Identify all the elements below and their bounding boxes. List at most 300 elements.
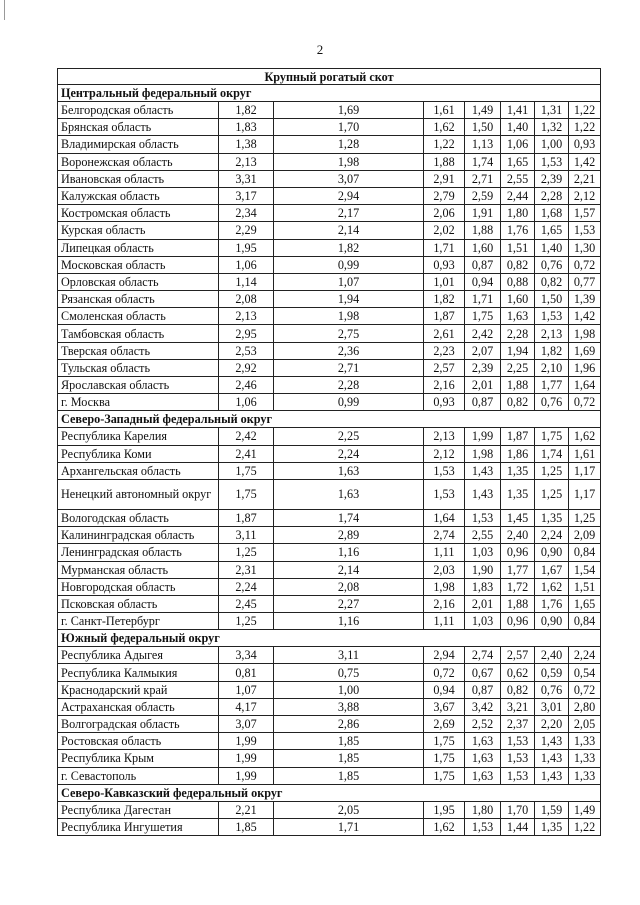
section-title: Северо-Кавказский федеральный округ xyxy=(58,784,601,801)
value-cell: 1,65 xyxy=(569,595,601,612)
table-row xyxy=(58,187,601,204)
value-cell: 2,23 xyxy=(424,342,465,359)
value-cell: 1,25 xyxy=(569,509,601,526)
value-cell: 1,61 xyxy=(424,102,465,119)
value-cell: 1,91 xyxy=(465,205,501,222)
value-cell: 1,25 xyxy=(535,479,569,509)
value-cell: 1,70 xyxy=(501,801,535,818)
value-cell: 2,08 xyxy=(219,291,274,308)
value-cell: 1,98 xyxy=(274,153,424,170)
value-cell: 1,62 xyxy=(424,818,465,835)
table-row xyxy=(58,153,601,170)
value-cell: 1,75 xyxy=(424,733,465,750)
value-cell: 1,70 xyxy=(274,119,424,136)
value-cell: 1,03 xyxy=(465,544,501,561)
value-cell: 1,35 xyxy=(501,462,535,479)
region-name-cell: Ярославская область xyxy=(58,377,219,394)
table-row xyxy=(58,509,601,526)
value-cell: 3,21 xyxy=(501,698,535,715)
region-name-cell: Республика Калмыкия xyxy=(58,664,219,681)
value-cell: 1,17 xyxy=(569,479,601,509)
value-cell: 0,87 xyxy=(465,256,501,273)
value-cell: 2,55 xyxy=(501,170,535,187)
region-name-cell: Республика Дагестан xyxy=(58,801,219,818)
value-cell: 1,63 xyxy=(501,308,535,325)
value-cell: 0,72 xyxy=(569,681,601,698)
value-cell: 1,25 xyxy=(219,544,274,561)
value-cell: 2,95 xyxy=(219,325,274,342)
value-cell: 1,41 xyxy=(501,102,535,119)
value-cell: 1,59 xyxy=(535,801,569,818)
value-cell: 1,90 xyxy=(465,561,501,578)
value-cell: 1,03 xyxy=(465,613,501,630)
region-name-cell: Астраханская область xyxy=(58,698,219,715)
value-cell: 2,14 xyxy=(274,561,424,578)
value-cell: 0,81 xyxy=(219,664,274,681)
value-cell: 0,84 xyxy=(569,544,601,561)
region-name-cell: Орловская область xyxy=(58,273,219,290)
value-cell: 1,77 xyxy=(501,561,535,578)
value-cell: 2,21 xyxy=(569,170,601,187)
region-name-cell: Республика Ингушетия xyxy=(58,818,219,835)
value-cell: 1,99 xyxy=(465,428,501,445)
region-name-cell: Тверская область xyxy=(58,342,219,359)
table-row xyxy=(58,750,601,767)
value-cell: 0,88 xyxy=(501,273,535,290)
table-row xyxy=(58,273,601,290)
value-cell: 2,20 xyxy=(535,716,569,733)
region-name-cell: Вологодская область xyxy=(58,509,219,526)
value-cell: 2,13 xyxy=(535,325,569,342)
value-cell: 3,67 xyxy=(424,698,465,715)
value-cell: 1,22 xyxy=(569,119,601,136)
value-cell: 2,79 xyxy=(424,187,465,204)
value-cell: 1,83 xyxy=(219,119,274,136)
value-cell: 2,55 xyxy=(465,527,501,544)
value-cell: 1,85 xyxy=(274,750,424,767)
value-cell: 1,53 xyxy=(465,509,501,526)
value-cell: 0,82 xyxy=(501,681,535,698)
region-name-cell: Белгородская область xyxy=(58,102,219,119)
table-row xyxy=(58,716,601,733)
value-cell: 0,76 xyxy=(535,681,569,698)
value-cell: 3,34 xyxy=(219,647,274,664)
value-cell: 2,31 xyxy=(219,561,274,578)
value-cell: 1,61 xyxy=(569,445,601,462)
value-cell: 2,75 xyxy=(274,325,424,342)
value-cell: 1,43 xyxy=(465,479,501,509)
value-cell: 1,88 xyxy=(465,222,501,239)
value-cell: 2,69 xyxy=(424,716,465,733)
section-title: Южный федеральный округ xyxy=(58,630,601,647)
table-row xyxy=(58,681,601,698)
value-cell: 1,75 xyxy=(424,750,465,767)
table-row xyxy=(58,698,601,715)
value-cell: 2,36 xyxy=(274,342,424,359)
value-cell: 1,71 xyxy=(465,291,501,308)
value-cell: 1,53 xyxy=(424,479,465,509)
value-cell: 3,11 xyxy=(219,527,274,544)
value-cell: 1,88 xyxy=(501,377,535,394)
value-cell: 2,05 xyxy=(569,716,601,733)
value-cell: 2,44 xyxy=(501,187,535,204)
region-name-cell: Костромская область xyxy=(58,205,219,222)
value-cell: 0,99 xyxy=(274,394,424,411)
value-cell: 1,67 xyxy=(535,561,569,578)
value-cell: 1,98 xyxy=(424,578,465,595)
table-row xyxy=(58,578,601,595)
table-row xyxy=(58,239,601,256)
value-cell: 1,98 xyxy=(274,308,424,325)
value-cell: 1,85 xyxy=(219,818,274,835)
value-cell: 2,24 xyxy=(274,445,424,462)
value-cell: 0,82 xyxy=(535,273,569,290)
region-name-cell: Смоленская область xyxy=(58,308,219,325)
value-cell: 2,40 xyxy=(535,647,569,664)
value-cell: 2,94 xyxy=(274,187,424,204)
table-row xyxy=(58,325,601,342)
value-cell: 1,69 xyxy=(274,102,424,119)
value-cell: 2,24 xyxy=(219,578,274,595)
value-cell: 2,03 xyxy=(424,561,465,578)
region-name-cell: г. Санкт-Петербург xyxy=(58,613,219,630)
value-cell: 2,12 xyxy=(424,445,465,462)
value-cell: 1,60 xyxy=(501,291,535,308)
region-name-cell: Курская область xyxy=(58,222,219,239)
region-name-cell: Республика Крым xyxy=(58,750,219,767)
value-cell: 2,01 xyxy=(465,595,501,612)
region-name-cell: Новгородская область xyxy=(58,578,219,595)
value-cell: 0,82 xyxy=(501,394,535,411)
value-cell: 1,53 xyxy=(501,750,535,767)
value-cell: 1,49 xyxy=(569,801,601,818)
value-cell: 1,99 xyxy=(219,733,274,750)
value-cell: 1,53 xyxy=(535,308,569,325)
table-row xyxy=(58,377,601,394)
value-cell: 1,99 xyxy=(219,750,274,767)
value-cell: 1,94 xyxy=(501,342,535,359)
value-cell: 1,22 xyxy=(569,818,601,835)
value-cell: 1,82 xyxy=(535,342,569,359)
value-cell: 0,87 xyxy=(465,394,501,411)
value-cell: 1,87 xyxy=(424,308,465,325)
value-cell: 1,38 xyxy=(219,136,274,153)
value-cell: 0,99 xyxy=(274,256,424,273)
value-cell: 1,57 xyxy=(569,205,601,222)
value-cell: 1,63 xyxy=(465,767,501,784)
value-cell: 2,10 xyxy=(535,359,569,376)
value-cell: 1,53 xyxy=(501,733,535,750)
value-cell: 1,33 xyxy=(569,733,601,750)
value-cell: 1,39 xyxy=(569,291,601,308)
region-name-cell: Воронежская область xyxy=(58,153,219,170)
value-cell: 0,82 xyxy=(501,256,535,273)
value-cell: 1,06 xyxy=(219,256,274,273)
table-row xyxy=(58,595,601,612)
region-name-cell: Волгоградская область xyxy=(58,716,219,733)
value-cell: 1,07 xyxy=(219,681,274,698)
value-cell: 1,14 xyxy=(219,273,274,290)
value-cell: 1,85 xyxy=(274,733,424,750)
value-cell: 0,72 xyxy=(424,664,465,681)
value-cell: 3,42 xyxy=(465,698,501,715)
value-cell: 1,80 xyxy=(465,801,501,818)
value-cell: 0,75 xyxy=(274,664,424,681)
value-cell: 1,16 xyxy=(274,613,424,630)
value-cell: 2,71 xyxy=(274,359,424,376)
region-name-cell: г. Москва xyxy=(58,394,219,411)
value-cell: 2,71 xyxy=(465,170,501,187)
value-cell: 1,86 xyxy=(501,445,535,462)
table-row xyxy=(58,561,601,578)
value-cell: 2,37 xyxy=(501,716,535,733)
value-cell: 1,53 xyxy=(465,818,501,835)
value-cell: 1,88 xyxy=(424,153,465,170)
region-name-cell: Архангельская область xyxy=(58,462,219,479)
value-cell: 1,96 xyxy=(569,359,601,376)
value-cell: 2,01 xyxy=(465,377,501,394)
value-cell: 2,94 xyxy=(424,647,465,664)
value-cell: 1,53 xyxy=(535,153,569,170)
value-cell: 0,54 xyxy=(569,664,601,681)
table-row xyxy=(58,462,601,479)
value-cell: 0,93 xyxy=(424,394,465,411)
value-cell: 1,13 xyxy=(465,136,501,153)
value-cell: 1,06 xyxy=(219,394,274,411)
value-cell: 1,25 xyxy=(219,613,274,630)
value-cell: 0,72 xyxy=(569,394,601,411)
value-cell: 1,17 xyxy=(569,462,601,479)
value-cell: 2,28 xyxy=(535,187,569,204)
table-row xyxy=(58,205,601,222)
value-cell: 3,31 xyxy=(219,170,274,187)
value-cell: 1,63 xyxy=(465,733,501,750)
value-cell: 1,72 xyxy=(501,578,535,595)
value-cell: 1,74 xyxy=(535,445,569,462)
value-cell: 1,98 xyxy=(569,325,601,342)
value-cell: 1,98 xyxy=(465,445,501,462)
table-row xyxy=(58,291,601,308)
value-cell: 0,62 xyxy=(501,664,535,681)
region-name-cell: Республика Карелия xyxy=(58,428,219,445)
value-cell: 1,40 xyxy=(501,119,535,136)
table-row xyxy=(58,359,601,376)
value-cell: 1,83 xyxy=(465,578,501,595)
value-cell: 2,41 xyxy=(219,445,274,462)
region-name-cell: Московская область xyxy=(58,256,219,273)
section-title: Центральный федеральный округ xyxy=(58,85,601,102)
region-name-cell: Рязанская область xyxy=(58,291,219,308)
table-row xyxy=(58,479,601,509)
value-cell: 3,11 xyxy=(274,647,424,664)
value-cell: 0,90 xyxy=(535,544,569,561)
value-cell: 0,90 xyxy=(535,613,569,630)
value-cell: 2,25 xyxy=(501,359,535,376)
value-cell: 2,39 xyxy=(535,170,569,187)
table-row xyxy=(58,136,601,153)
value-cell: 0,76 xyxy=(535,256,569,273)
value-cell: 1,64 xyxy=(424,509,465,526)
value-cell: 1,71 xyxy=(274,818,424,835)
value-cell: 1,75 xyxy=(219,462,274,479)
value-cell: 0,93 xyxy=(424,256,465,273)
value-cell: 2,08 xyxy=(274,578,424,595)
value-cell: 2,14 xyxy=(274,222,424,239)
value-cell: 0,96 xyxy=(501,613,535,630)
value-cell: 2,46 xyxy=(219,377,274,394)
value-cell: 1,53 xyxy=(501,767,535,784)
value-cell: 1,75 xyxy=(219,479,274,509)
value-cell: 1,76 xyxy=(535,595,569,612)
value-cell: 2,24 xyxy=(569,647,601,664)
value-cell: 1,30 xyxy=(569,239,601,256)
value-cell: 1,69 xyxy=(569,342,601,359)
section-title: Северо-Западный федеральный округ xyxy=(58,411,601,428)
value-cell: 2,86 xyxy=(274,716,424,733)
table-row xyxy=(58,222,601,239)
value-cell: 4,17 xyxy=(219,698,274,715)
value-cell: 1,00 xyxy=(535,136,569,153)
region-name-cell: Тульская область xyxy=(58,359,219,376)
value-cell: 1,65 xyxy=(535,222,569,239)
value-cell: 0,94 xyxy=(424,681,465,698)
table-row xyxy=(58,818,601,835)
value-cell: 1,33 xyxy=(569,767,601,784)
value-cell: 2,07 xyxy=(465,342,501,359)
value-cell: 2,24 xyxy=(535,527,569,544)
value-cell: 0,84 xyxy=(569,613,601,630)
value-cell: 1,50 xyxy=(535,291,569,308)
value-cell: 1,44 xyxy=(501,818,535,835)
section-header-row xyxy=(58,411,601,428)
value-cell: 1,45 xyxy=(501,509,535,526)
table-row xyxy=(58,527,601,544)
region-name-cell: Республика Коми xyxy=(58,445,219,462)
table-row xyxy=(58,801,601,818)
region-name-cell: Республика Адыгея xyxy=(58,647,219,664)
value-cell: 0,87 xyxy=(465,681,501,698)
value-cell: 1,51 xyxy=(569,578,601,595)
value-cell: 0,76 xyxy=(535,394,569,411)
value-cell: 2,16 xyxy=(424,595,465,612)
value-cell: 1,94 xyxy=(274,291,424,308)
table-row xyxy=(58,544,601,561)
value-cell: 1,31 xyxy=(535,102,569,119)
value-cell: 2,59 xyxy=(465,187,501,204)
value-cell: 1,95 xyxy=(219,239,274,256)
region-name-cell: Тамбовская область xyxy=(58,325,219,342)
value-cell: 1,99 xyxy=(219,767,274,784)
value-cell: 1,22 xyxy=(424,136,465,153)
value-cell: 1,06 xyxy=(501,136,535,153)
section-header-row xyxy=(58,630,601,647)
value-cell: 1,50 xyxy=(465,119,501,136)
region-name-cell: Ленинградская область xyxy=(58,544,219,561)
value-cell: 1,75 xyxy=(465,308,501,325)
value-cell: 2,02 xyxy=(424,222,465,239)
section-header-row xyxy=(58,85,601,102)
value-cell: 2,28 xyxy=(274,377,424,394)
value-cell: 1,68 xyxy=(535,205,569,222)
value-cell: 2,57 xyxy=(424,359,465,376)
region-name-cell: Ненецкий автономный округ xyxy=(58,479,219,509)
table-row xyxy=(58,428,601,445)
value-cell: 2,13 xyxy=(219,153,274,170)
table-row xyxy=(58,170,601,187)
value-cell: 3,88 xyxy=(274,698,424,715)
table-row xyxy=(58,664,601,681)
value-cell: 3,07 xyxy=(274,170,424,187)
value-cell: 2,21 xyxy=(219,801,274,818)
value-cell: 1,80 xyxy=(501,205,535,222)
value-cell: 1,65 xyxy=(501,153,535,170)
region-name-cell: Калужская область xyxy=(58,187,219,204)
value-cell: 3,17 xyxy=(219,187,274,204)
value-cell: 1,71 xyxy=(424,239,465,256)
value-cell: 2,91 xyxy=(424,170,465,187)
value-cell: 1,33 xyxy=(569,750,601,767)
value-cell: 1,35 xyxy=(535,818,569,835)
value-cell: 3,07 xyxy=(219,716,274,733)
value-cell: 1,54 xyxy=(569,561,601,578)
value-cell: 1,11 xyxy=(424,544,465,561)
region-name-cell: Владимирская область xyxy=(58,136,219,153)
region-name-cell: Липецкая область xyxy=(58,239,219,256)
value-cell: 1,87 xyxy=(501,428,535,445)
value-cell: 1,51 xyxy=(501,239,535,256)
table-row xyxy=(58,102,601,119)
value-cell: 2,09 xyxy=(569,527,601,544)
value-cell: 1,35 xyxy=(535,509,569,526)
table-row xyxy=(58,308,601,325)
value-cell: 2,61 xyxy=(424,325,465,342)
value-cell: 3,01 xyxy=(535,698,569,715)
value-cell: 1,11 xyxy=(424,613,465,630)
region-name-cell: Ивановская область xyxy=(58,170,219,187)
value-cell: 1,53 xyxy=(424,462,465,479)
value-cell: 0,72 xyxy=(569,256,601,273)
value-cell: 2,39 xyxy=(465,359,501,376)
value-cell: 1,01 xyxy=(424,273,465,290)
value-cell: 2,05 xyxy=(274,801,424,818)
region-name-cell: Калининградская область xyxy=(58,527,219,544)
region-name-cell: Ростовская область xyxy=(58,733,219,750)
value-cell: 1,88 xyxy=(501,595,535,612)
value-cell: 2,12 xyxy=(569,187,601,204)
value-cell: 2,28 xyxy=(501,325,535,342)
table-row xyxy=(58,613,601,630)
value-cell: 1,62 xyxy=(424,119,465,136)
region-name-cell: Краснодарский край xyxy=(58,681,219,698)
table-row xyxy=(58,256,601,273)
value-cell: 1,62 xyxy=(569,428,601,445)
page-number: 2 xyxy=(316,42,324,57)
value-cell: 2,89 xyxy=(274,527,424,544)
value-cell: 1,40 xyxy=(535,239,569,256)
region-name-cell: Мурманская область xyxy=(58,561,219,578)
value-cell: 1,22 xyxy=(569,102,601,119)
table-title: Крупный рогатый скот xyxy=(58,69,601,85)
value-cell: 1,43 xyxy=(535,750,569,767)
value-cell: 2,52 xyxy=(465,716,501,733)
value-cell: 0,96 xyxy=(501,544,535,561)
value-cell: 1,77 xyxy=(535,377,569,394)
value-cell: 1,16 xyxy=(274,544,424,561)
value-cell: 1,62 xyxy=(535,578,569,595)
value-cell: 1,85 xyxy=(274,767,424,784)
table-row xyxy=(58,394,601,411)
table-row xyxy=(58,445,601,462)
